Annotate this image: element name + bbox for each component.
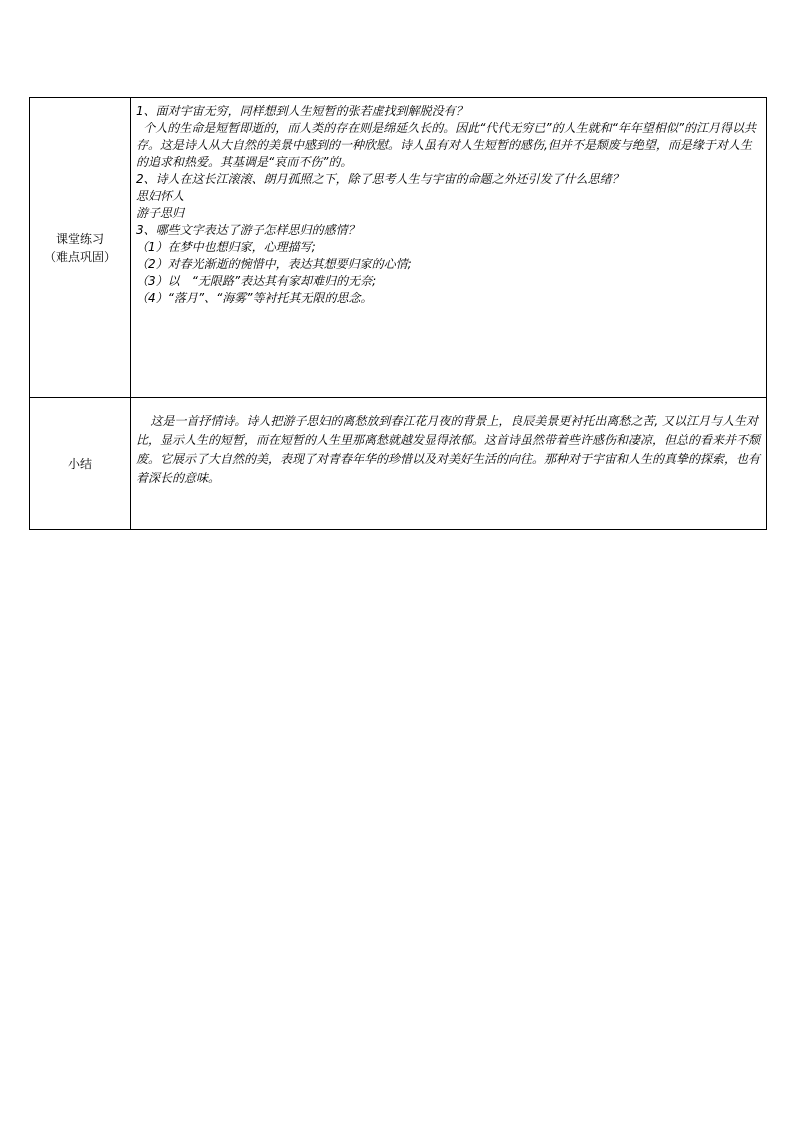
answer-3-item-4: （4）“落月”、“海雾”等衬托其无限的思念。 xyxy=(136,291,373,305)
practice-label-cell xyxy=(30,98,131,398)
answer-3-item-3: （3）以 “无限路”表达其有家却难归的无奈; xyxy=(136,274,377,288)
question-3: 3、哪些文字表达了游子怎样思归的感情？ xyxy=(136,223,360,237)
summary-label-cell xyxy=(30,398,131,530)
practice-row xyxy=(30,98,767,398)
practice-content-cell xyxy=(131,98,767,398)
lesson-table xyxy=(29,97,767,530)
answer-3-item-1: （1）在梦中也想归家，心理描写; xyxy=(136,240,316,254)
summary-text: 这是一首抒情诗。诗人把游子思妇的离愁放到春江花月夜的背景上，良辰美景更衬托出离愁之苦, 又以江月与人生对比，显示人生的短暂，而在短暂的人生里那离愁就越发显得浓郁。这首诗虽然带着些许感伤和凄凉，但总的看来并不颓废。它展示了大自然的美，表现了对青春年华的珍惜以及对美好生活的向往。那种对于宇宙和人生的真挚的探索，也有着深长的意味。 xyxy=(136,414,761,485)
question-2: 2、诗人在这长江滚滚、朗月孤照之下，除了思考人生与宇宙的命题之外还引发了什么思绪？ xyxy=(136,172,624,186)
summary-content-cell xyxy=(131,398,767,530)
practice-label: 课堂练习 xyxy=(55,231,104,246)
summary-row xyxy=(30,398,767,530)
question-1: 1、面对宇宙无穷，同样想到人生短暂的张若虚找到解脱没有？ xyxy=(136,104,468,118)
answer-2-item-1: 思妇怀人 xyxy=(136,189,185,203)
summary-label: 小结 xyxy=(67,456,92,471)
answer-1: 个人的生命是短暂即逝的，而人类的存在则是绵延久长的。因此“代代无穷已”的人生就和“年年望相似”的江月得以共存。这是诗人从大自然的美景中感到的一种欣慰。诗人虽有对人生短暂的感伤,但并不是颓废与绝望，而是缘于对人生的追求和热爱。其基调是“哀而不伤”的。 xyxy=(136,121,757,169)
practice-sublabel: （难点巩固） xyxy=(43,249,116,264)
answer-3-item-2: （2）对春光渐逝的惋惜中，表达其想要归家的心情; xyxy=(136,257,412,271)
answer-2-item-2: 游子思归 xyxy=(136,206,185,220)
